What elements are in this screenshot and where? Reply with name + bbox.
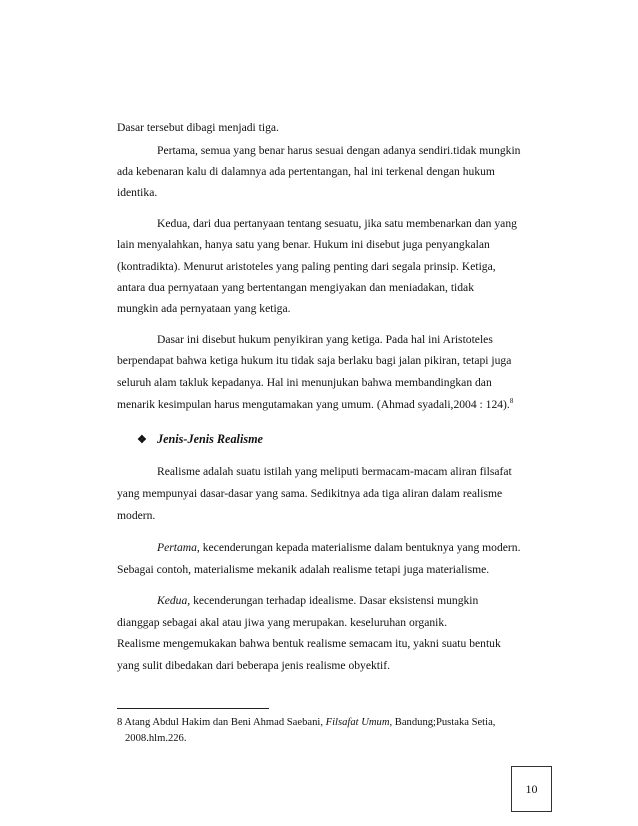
footnote-number: 8 [117, 717, 123, 728]
footnote-text: Bandung;Pustaka Setia, [392, 717, 496, 728]
text-line: modern. [117, 509, 156, 522]
footnote-title: Filsafat Umum, [325, 717, 393, 728]
text-line: lain menyalahkan, hanya satu yang benar. Hukum ini disebut juga penyangkalan [117, 238, 490, 251]
footnote-separator [117, 708, 269, 709]
text-line: Sebagai contoh, materialisme mekanik adalah realisme tetapi juga materialisme. [117, 563, 490, 576]
footnote [117, 715, 535, 747]
footnote-marker[interactable]: 8 [509, 397, 514, 406]
text-line: dianggap sebagai akal atau jiwa yang merupakan. keseluruhan organik. [117, 616, 448, 629]
text-line [157, 541, 520, 555]
text-line: seluruh alam takluk kepadanya. Hal ini menunjukan bahwa membandingkan dan [117, 376, 492, 389]
text-line [117, 398, 513, 412]
text-line: Dasar ini disebut hukum penyikiran yang ketiga. Pada hal ini Aristoteles [157, 333, 493, 346]
text-line-content: menarik kesimpulan harus mengutamakan yang umum. (Ahmad syadali,2004 : 124). [117, 398, 510, 411]
kedua-label: Kedua, [157, 594, 191, 607]
text-line: Realisme adalah suatu istilah yang meliputi bermacam-macam aliran filsafat [157, 465, 512, 478]
page-number-box [511, 766, 552, 812]
text-line [157, 594, 478, 608]
footnote-text: Atang Abdul Hakim dan Beni Ahmad Saebani, [122, 717, 326, 728]
text-line: berpendapat bahwa ketiga hukum itu tidak saja berlaku bagi jalan pikiran, tetapi juga [117, 354, 512, 367]
footnote-line-2: 2008.hlm.226. [125, 733, 187, 744]
text-line: identika. [117, 186, 158, 199]
section-heading-text: Jenis-Jenis Realisme [157, 432, 263, 446]
text-line: ada kebenaran kalu di dalamnya ada pertentangan, hal ini terkenal dengan hukum [117, 165, 495, 178]
text-line: yang sulit dibedakan dari beberapa jenis realisme obyektif. [117, 659, 391, 672]
text-line: Pertama, semua yang benar harus sesuai dengan adanya sendiri.tidak mungkin [157, 144, 521, 157]
text-line: yang mempunyai dasar-dasar yang sama. Sedikitnya ada tiga aliran dalam realisme [117, 487, 503, 500]
text-line: mungkin ada pernyataan yang ketiga. [117, 302, 291, 315]
page-number: 10 [525, 781, 538, 796]
text-line-content: kecenderungan terhadap idealisme. Dasar eksistensi mungkin [190, 594, 479, 607]
text-line: (kontradikta). Menurut aristoteles yang paling penting dari segala prinsip. Ketiga, [117, 260, 496, 273]
pertama-label: Pertama, [157, 541, 200, 554]
section-heading [137, 432, 263, 447]
text-line-content: kecenderungan kepada materialisme dalam bentuknya yang modern. [199, 541, 521, 554]
diamond-bullet-icon: ❖ [137, 434, 147, 446]
text-line: Kedua, dari dua pertanyaan tentang sesuatu, jika satu membenarkan dan yang [157, 217, 517, 230]
text-line: Dasar tersebut dibagi menjadi tiga. [117, 121, 279, 134]
text-line: antara dua pernyataan yang bertentangan mengiyakan dan meniadakan, tidak [117, 281, 474, 294]
text-line: Realisme mengemukakan bahwa bentuk realisme semacam itu, yakni suatu bentuk [117, 637, 501, 650]
